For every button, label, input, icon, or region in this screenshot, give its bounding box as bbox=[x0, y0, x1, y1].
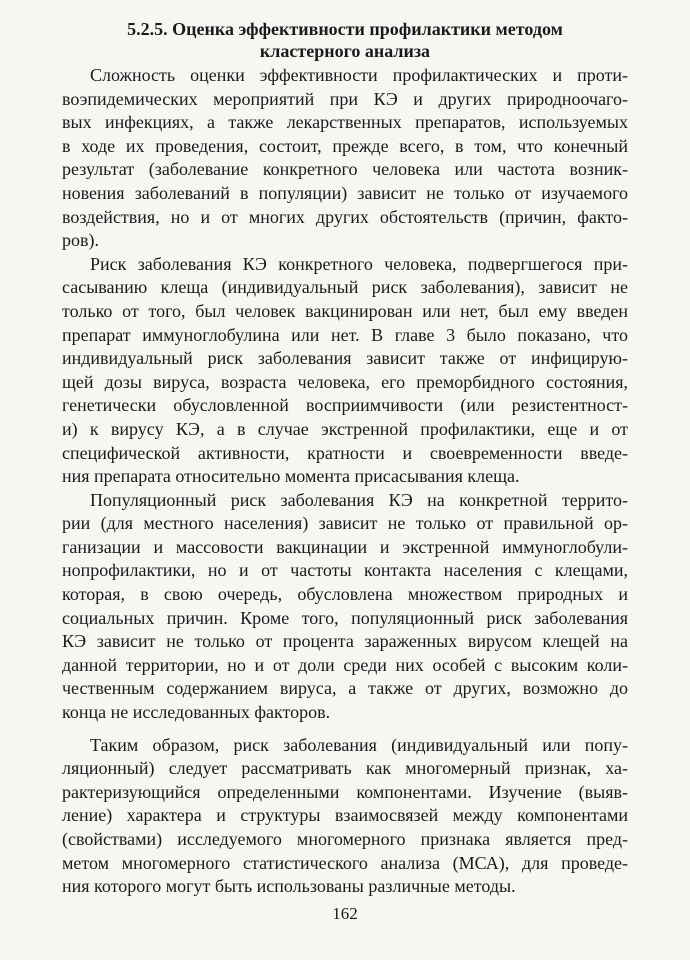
text-line: Таким образом, риск заболевания (индивидуальный или попу- bbox=[90, 734, 628, 755]
page-body bbox=[62, 18, 628, 899]
text-line: ния которого могут быть использованы различные методы. bbox=[62, 876, 516, 897]
text-line: Сложность оценки эффективности профилактических и проти- bbox=[90, 65, 628, 85]
paragraph bbox=[62, 489, 628, 725]
text-line: в ходе их проведения, состоит, прежде всего, в том, что конечный bbox=[62, 135, 628, 156]
text-line: которая, в свою очередь, обусловлена множеством природных и bbox=[62, 584, 628, 605]
text-line: только от того, был человек вакцинирован или нет, был ему введен bbox=[62, 300, 628, 321]
text-line: КЭ зависит не только от процента зараженных вирусом клещей на bbox=[62, 631, 628, 652]
text-line: Популяционный риск заболевания КЭ на конкретной террито- bbox=[90, 489, 628, 510]
text-line: ров). bbox=[62, 230, 99, 251]
text-line: Риск заболевания КЭ конкретного человека, подвергшегося при- bbox=[90, 253, 628, 274]
text-line: сасыванию клеща (индивидуальный риск заболевания), зависит не bbox=[62, 277, 628, 298]
text-line: ния препарата относительно момента присасывания клеща. bbox=[62, 466, 520, 487]
text-line: воэпидемических мероприятий при КЭ и других природноочаго- bbox=[62, 88, 628, 109]
text-line: специфической активности, кратности и своевременности введе- bbox=[62, 442, 628, 463]
text-line: ляционный) следует рассматривать как многомерный признак, ха- bbox=[62, 758, 628, 779]
text-line: метом многомерного статистического анализа (МСА), для проведе- bbox=[62, 852, 628, 873]
text-line: результат (заболевание конкретного человека или частота возник- bbox=[62, 159, 628, 180]
text-line: индивидуальный риск заболевания зависит также от инфицирую- bbox=[62, 348, 628, 369]
text-line: ление) характера и структуры взаимосвязей между компонентами bbox=[62, 805, 628, 826]
page-number: 162 bbox=[332, 904, 358, 923]
text-line: щей дозы вируса, возраста человека, его преморбидного состояния, bbox=[62, 371, 628, 392]
section-heading-line-2: кластерного анализа bbox=[259, 41, 431, 61]
text-line: вых инфекциях, а также лекарственных препаратов, используемых bbox=[62, 112, 628, 133]
text-line: воздействия, но и от многих других обстоятельств (причин, факто- bbox=[62, 206, 628, 227]
section-heading bbox=[62, 18, 628, 62]
paragraph bbox=[62, 253, 628, 489]
paragraph bbox=[62, 64, 628, 253]
text-line: ганизации и массовости вакцинации и экстренной иммуноглобули- bbox=[62, 536, 628, 557]
text-line: новения заболеваний в популяции) зависит не только от изучаемого bbox=[62, 182, 628, 203]
text-line: (свойствами) исследуемого многомерного признака является пред- bbox=[62, 829, 628, 849]
text-line: препарат иммуноглобулина или нет. В главе 3 было показано, что bbox=[62, 324, 628, 345]
text-line: чественным содержанием вируса, а также от других, возможно до bbox=[62, 678, 628, 699]
text-line: рии (для местного населения) зависит не только от правильной ор- bbox=[62, 513, 628, 534]
text-line: нопрофилактики, но и от частоты контакта населения с клещами, bbox=[62, 560, 628, 581]
section-heading-line-1: 5.2.5. Оценка эффективности профилактики методом bbox=[127, 19, 563, 39]
text-line: конца не исследованных факторов. bbox=[62, 702, 331, 723]
text-line: и) к вирусу КЭ, а в случае экстренной профилактики, еще и от bbox=[62, 418, 628, 439]
text-line: данной территории, но и от доли среди них особей с высоким коли- bbox=[62, 654, 628, 675]
text-line: социальных причин. Кроме того, популяционный риск заболевания bbox=[62, 607, 628, 628]
text-line: генетически обусловленной восприимчивости (или резистентност- bbox=[62, 395, 628, 416]
paragraph bbox=[62, 734, 628, 899]
text-line: рактеризующийся определенными компонентами. Изучение (выяв- bbox=[62, 781, 628, 802]
